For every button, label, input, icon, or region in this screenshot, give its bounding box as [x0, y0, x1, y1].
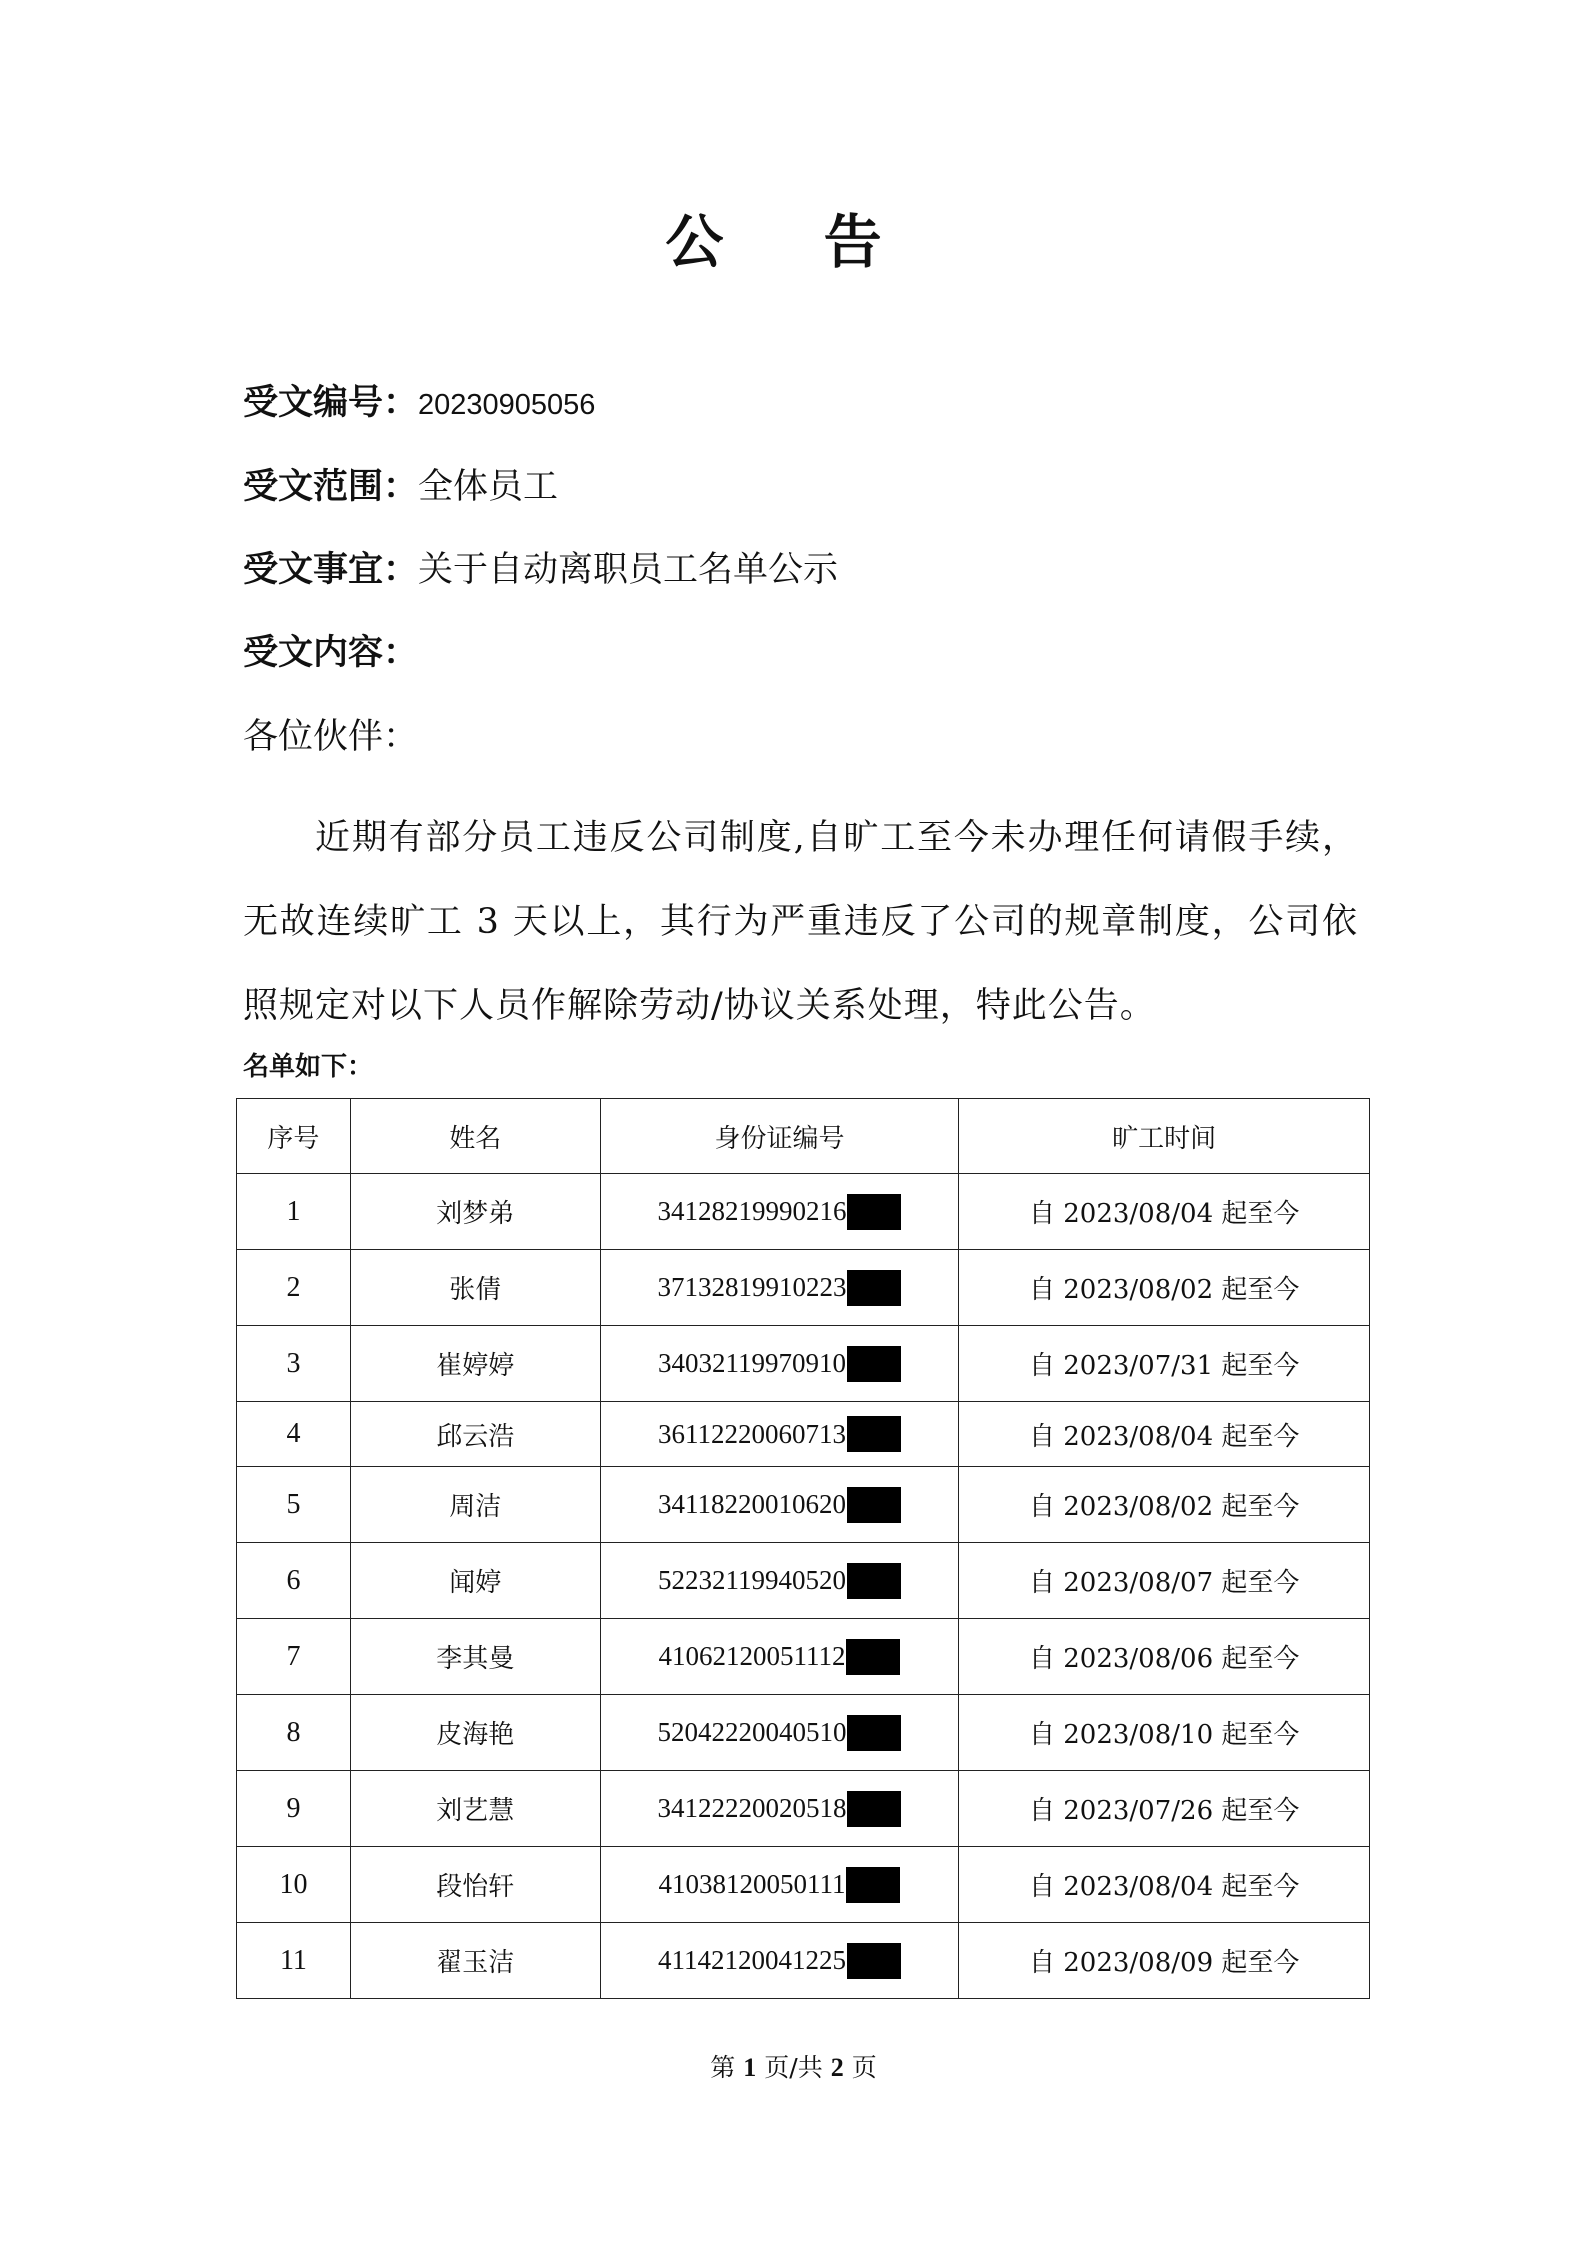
field-number-label: 受文编号： [243, 383, 419, 423]
table-row [237, 1402, 1370, 1467]
table-body [237, 1174, 1370, 1999]
footer-current-page: 1 [743, 2053, 757, 2082]
cell-id [600, 1923, 959, 1999]
cell-time: 自 2023/07/26 起至今 [959, 1771, 1370, 1847]
table-header-row [237, 1099, 1370, 1174]
field-scope [243, 465, 558, 509]
id-number-text: 41142120041225 [657, 1945, 846, 1975]
cell-time: 自 2023/08/06 起至今 [959, 1619, 1370, 1695]
cell-id [600, 1847, 959, 1923]
redaction-block [847, 1943, 901, 1979]
id-number-text: 37132819910223 [657, 1272, 847, 1302]
cell-name: 刘梦弟 [350, 1174, 600, 1250]
redaction-block [846, 1867, 900, 1903]
cell-time: 自 2023/08/02 起至今 [959, 1250, 1370, 1326]
cell-name: 段怡轩 [350, 1847, 600, 1923]
redaction-block [847, 1715, 901, 1751]
field-number-value: 20230905056 [418, 389, 596, 421]
id-number-text: 34122220020518 [657, 1793, 847, 1823]
field-content-label: 受文内容： [243, 633, 419, 673]
cell-time: 自 2023/08/04 起至今 [959, 1402, 1370, 1467]
cell-time: 自 2023/07/31 起至今 [959, 1326, 1370, 1402]
cell-name: 闻婷 [350, 1543, 600, 1619]
id-number-text: 34128219990216 [657, 1196, 847, 1226]
id-number-text: 52042220040510 [657, 1717, 847, 1747]
redaction-block [847, 1487, 901, 1523]
cell-index: 5 [237, 1467, 351, 1543]
field-number [243, 381, 595, 427]
redaction-block [847, 1791, 901, 1827]
field-matter [243, 548, 838, 592]
cell-time: 自 2023/08/09 起至今 [959, 1923, 1370, 1999]
table-row [237, 1771, 1370, 1847]
table-row [237, 1695, 1370, 1771]
cell-time: 自 2023/08/04 起至今 [959, 1174, 1370, 1250]
table-row [237, 1174, 1370, 1250]
id-number-text: 52232119940520 [657, 1565, 846, 1595]
cell-name: 张倩 [350, 1250, 600, 1326]
field-scope-value: 全体员工 [418, 467, 559, 507]
cell-index: 4 [237, 1402, 351, 1467]
cell-time: 自 2023/08/04 起至今 [959, 1847, 1370, 1923]
cell-id [600, 1326, 959, 1402]
list-title: 名单如下： [243, 1052, 374, 1082]
table-row [237, 1923, 1370, 1999]
id-number-text: 41062120051112 [658, 1641, 846, 1671]
header-time: 旷工时间 [959, 1099, 1370, 1174]
footer-suffix: 页 [851, 2053, 877, 2082]
cell-time: 自 2023/08/10 起至今 [959, 1695, 1370, 1771]
header-id: 身份证编号 [600, 1099, 959, 1174]
cell-index: 1 [237, 1174, 351, 1250]
cell-id [600, 1467, 959, 1543]
cell-time: 自 2023/08/07 起至今 [959, 1543, 1370, 1619]
field-matter-label: 受文事宜： [243, 550, 419, 590]
cell-index: 6 [237, 1543, 351, 1619]
cell-name: 周洁 [350, 1467, 600, 1543]
cell-index: 8 [237, 1695, 351, 1771]
table-row [237, 1543, 1370, 1619]
table-row [237, 1326, 1370, 1402]
table-row [237, 1619, 1370, 1695]
page-footer [0, 2048, 1587, 2084]
cell-name: 翟玉洁 [350, 1923, 600, 1999]
id-number-text: 34118220010620 [657, 1489, 846, 1519]
cell-id [600, 1174, 959, 1250]
cell-name: 刘艺慧 [350, 1771, 600, 1847]
cell-index: 10 [237, 1847, 351, 1923]
redaction-block [847, 1194, 901, 1230]
cell-index: 9 [237, 1771, 351, 1847]
cell-id [600, 1402, 959, 1467]
cell-id [600, 1543, 959, 1619]
cell-index: 2 [237, 1250, 351, 1326]
header-index: 序号 [237, 1099, 351, 1174]
cell-time: 自 2023/08/02 起至今 [959, 1467, 1370, 1543]
cell-id [600, 1695, 959, 1771]
cell-name: 邱云浩 [350, 1402, 600, 1467]
cell-id [600, 1619, 959, 1695]
cell-name: 崔婷婷 [350, 1326, 600, 1402]
field-scope-label: 受文范围： [243, 467, 419, 507]
footer-prefix: 第 [710, 2053, 736, 2082]
id-number-text: 41038120050111 [658, 1869, 846, 1899]
cell-index: 11 [237, 1923, 351, 1999]
redaction-block [846, 1639, 900, 1675]
redaction-block [847, 1270, 901, 1306]
table-row [237, 1250, 1370, 1326]
cell-index: 3 [237, 1326, 351, 1402]
id-number-text: 34032119970910 [657, 1348, 846, 1378]
redaction-block [847, 1563, 901, 1599]
dismissal-table [236, 1098, 1370, 1999]
table-row [237, 1847, 1370, 1923]
redaction-block [847, 1346, 901, 1382]
redaction-block [847, 1416, 901, 1452]
field-content [243, 631, 418, 675]
footer-middle: 页/共 [764, 2053, 823, 2082]
field-matter-value: 关于自动离职员工名单公示 [418, 550, 839, 590]
cell-id [600, 1250, 959, 1326]
greeting: 各位伙伴： [243, 717, 419, 757]
header-name: 姓名 [350, 1099, 600, 1174]
cell-id [600, 1771, 959, 1847]
body-paragraph: 近期有部分员工违反公司制度,自旷工至今未办理任何请假手续，无故连续旷工 3 天以上，其行为严重违反了公司的规章制度，公司依照规定对以下人员作解除劳动/协议关系处理，特此公告。 [243, 818, 1358, 1026]
footer-total-pages: 2 [830, 2053, 844, 2082]
cell-name: 皮海艳 [350, 1695, 600, 1771]
id-number-text: 36112220060713 [657, 1418, 846, 1449]
cell-name: 李其曼 [350, 1619, 600, 1695]
cell-index: 7 [237, 1619, 351, 1695]
page-title: 公 告 [665, 208, 922, 276]
table-row [237, 1467, 1370, 1543]
